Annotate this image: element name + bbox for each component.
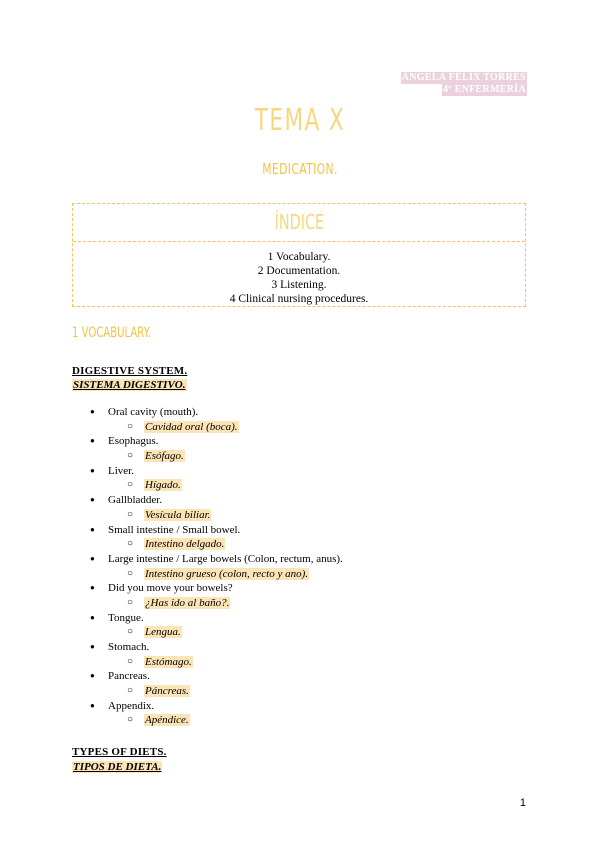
diets-heading-es-text: TIPOS DE DIETA.: [73, 761, 162, 773]
vocab-term-es-text: Hígado.: [145, 479, 181, 492]
vocab-term-es-text: Vesícula biliar.: [145, 508, 211, 521]
vocab-term-es-text: Cavidad oral (boca).: [145, 420, 238, 433]
index-list: [73, 242, 525, 306]
diets-heading-en: TYPES OF DIETS.: [72, 746, 167, 758]
vocab-term-es: [0, 625, 343, 640]
author-name: ANGELA FÉLIX TORRES: [401, 72, 526, 83]
vocab-term-es-text: Apéndice.: [145, 714, 189, 727]
diets-heading-es: [72, 761, 162, 773]
vocab-term-es: [0, 655, 343, 670]
vocab-term-es-text: Intestino delgado.: [145, 538, 225, 551]
vocab-term-es-text: Lengua.: [145, 626, 181, 639]
index-item: 2 Documentation.: [257, 265, 341, 277]
vocab-term-en: ● Liver.: [0, 464, 343, 479]
vocab-term-es: [0, 420, 343, 435]
vocab-term-es: [0, 449, 343, 464]
vocab-term-es-text: Esófago.: [145, 450, 184, 463]
vocab-term-en: ● Gallbladder.: [0, 493, 343, 508]
vocab-term-en: ● Large intestine / Large bowels (Colon, rectum, anus).: [0, 552, 343, 567]
index-heading-text: ÍNDICE: [274, 210, 324, 234]
section-heading-vocabulary: 1 VOCABULARY.: [72, 325, 151, 341]
page-number: 1: [519, 797, 526, 809]
index-item: 1 Vocabulary.: [267, 251, 331, 263]
digestive-heading-es: [72, 379, 187, 391]
vocabulary-list: [0, 405, 343, 728]
vocab-term-es: [0, 684, 343, 699]
index-item: 3 Listening.: [271, 279, 327, 291]
vocab-term-es: [0, 713, 343, 728]
index-item: 4 Clinical nursing procedures.: [229, 293, 369, 305]
vocab-term-es-text: Intestino grueso (colon, recto y ano).: [145, 567, 309, 580]
vocab-term-es: [0, 537, 343, 552]
author-course: 4º ENFERMERÍA: [442, 84, 526, 95]
vocab-term-es: [0, 478, 343, 493]
document-title: TEMA X: [254, 103, 346, 138]
digestive-heading-en: DIGESTIVE SYSTEM.: [72, 365, 188, 377]
document-subtitle: MEDICATION.: [262, 160, 338, 178]
digestive-heading-es-text: SISTEMA DIGESTIVO.: [73, 379, 186, 391]
vocab-term-es: [0, 567, 343, 582]
vocab-term-en: ● Stomach.: [0, 640, 343, 655]
index-box: [72, 203, 526, 307]
vocab-term-es-text: ¿Has ido al baño?.: [145, 596, 230, 609]
vocab-term-en: ● Tongue.: [0, 611, 343, 626]
vocab-term-es-text: Estómago.: [145, 655, 192, 668]
author-block: [401, 72, 527, 96]
vocab-term-en: ● Small intestine / Small bowel.: [0, 523, 343, 538]
vocab-term-en: ● Oral cavity (mouth).: [0, 405, 343, 420]
vocab-term-es: [0, 508, 343, 523]
vocab-term-en: ● Did you move your bowels?: [0, 581, 343, 596]
vocab-term-en: ● Pancreas.: [0, 669, 343, 684]
vocab-term-en: ● Appendix.: [0, 699, 343, 714]
vocab-term-en: ● Esophagus.: [0, 434, 343, 449]
vocab-term-es-text: Páncreas.: [145, 685, 189, 698]
vocab-term-es: [0, 596, 343, 611]
index-heading: [73, 204, 525, 242]
